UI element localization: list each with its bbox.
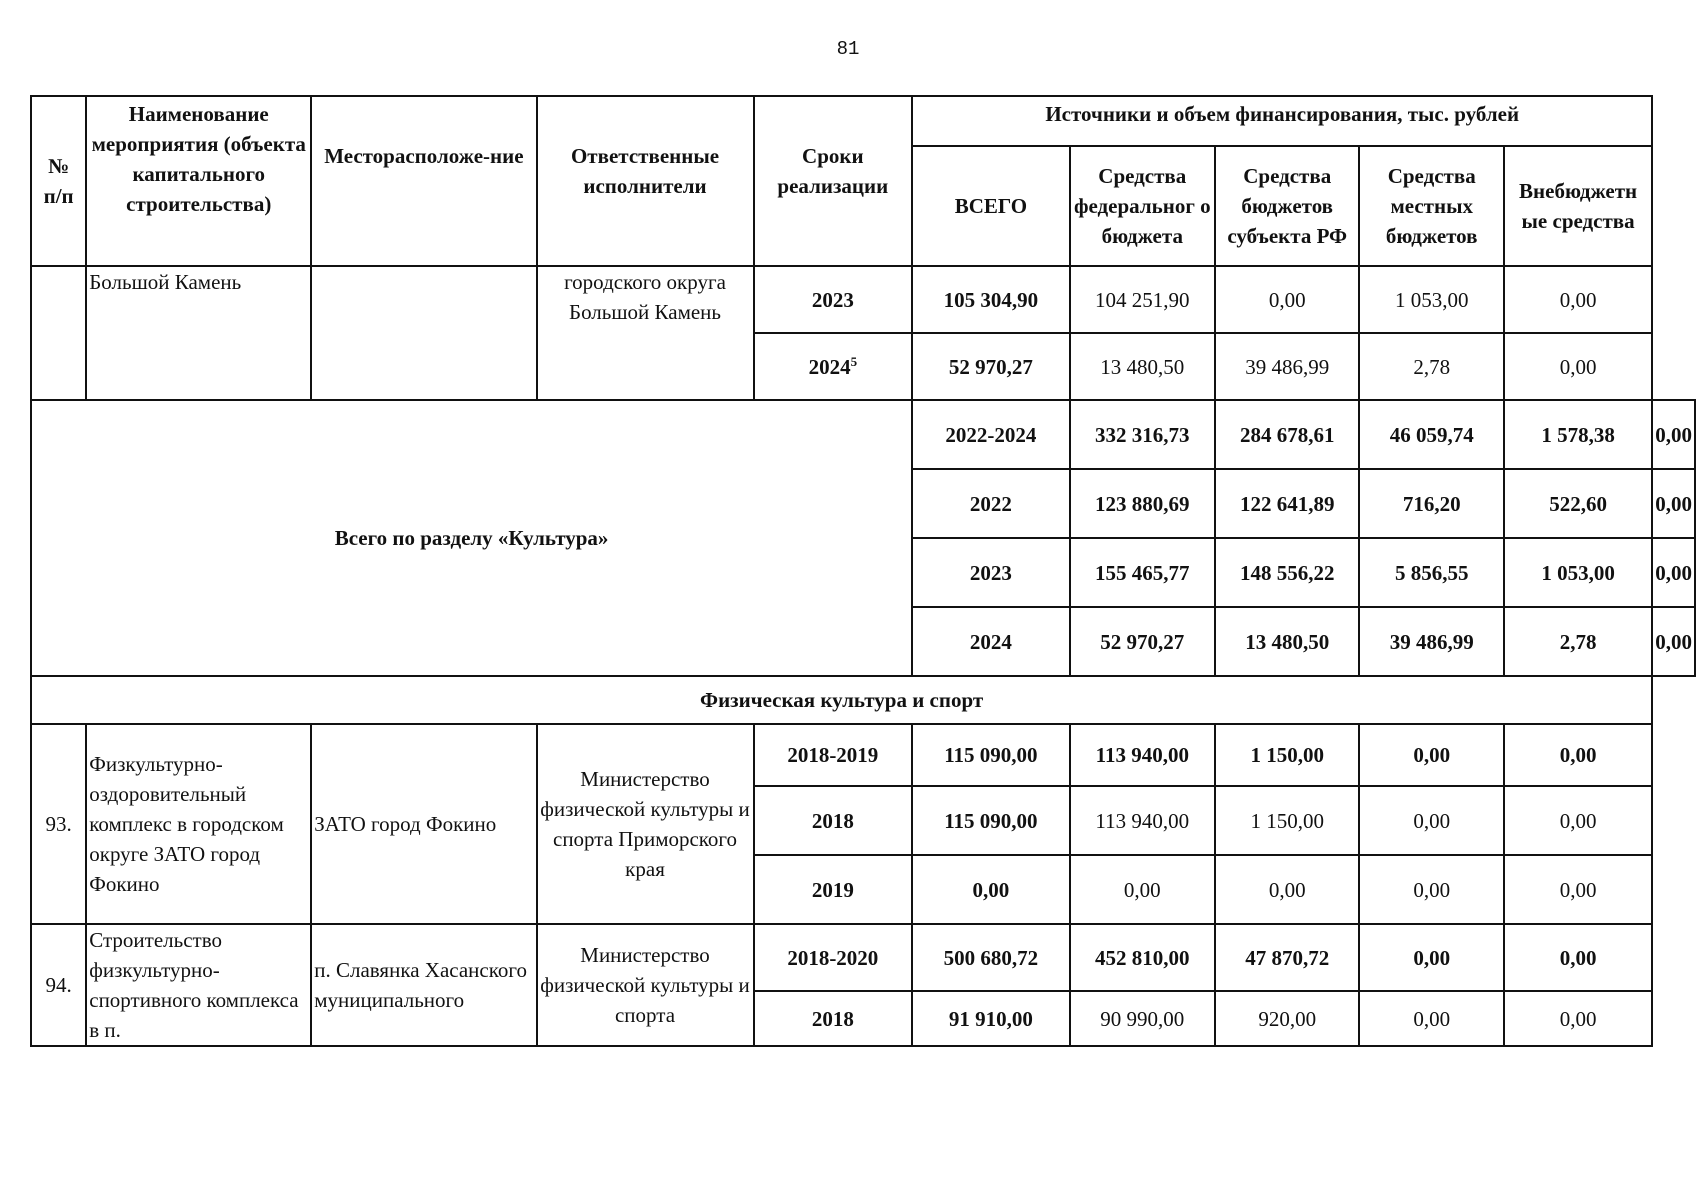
- total-cell: 105 304,90: [912, 266, 1069, 333]
- period-cell: 2023: [912, 538, 1069, 607]
- total-cell: 500 680,72: [912, 924, 1069, 991]
- item-responsible: Министерство физической культуры и спорта: [537, 924, 754, 1046]
- regional-cell: 46 059,74: [1359, 400, 1503, 469]
- federal-cell: 90 990,00: [1070, 991, 1215, 1046]
- period-cell: 2022: [912, 469, 1069, 538]
- regional-cell: 920,00: [1215, 991, 1359, 1046]
- local-cell: 1 578,38: [1504, 400, 1652, 469]
- period-cell: 2022-2024: [912, 400, 1069, 469]
- total-cell: 91 910,00: [912, 991, 1069, 1046]
- federal-cell: 104 251,90: [1070, 266, 1215, 333]
- federal-cell: 13 480,50: [1215, 607, 1359, 676]
- total-cell: 123 880,69: [1070, 469, 1215, 538]
- header-total: ВСЕГО: [912, 146, 1069, 266]
- regional-cell: 1 150,00: [1215, 724, 1359, 786]
- local-cell: 2,78: [1504, 607, 1652, 676]
- regional-cell: 39 486,99: [1359, 607, 1503, 676]
- item-location: п. Славянка Хасанского муниципального: [311, 924, 536, 1046]
- header-location: Месторасположе-ние: [311, 96, 536, 266]
- extra-cell: 0,00: [1652, 607, 1695, 676]
- header-regional: Средства бюджетов субъекта РФ: [1215, 146, 1359, 266]
- header-name: Наименование мероприятия (объекта капитального строительства): [86, 96, 311, 266]
- federal-cell: 13 480,50: [1070, 333, 1215, 400]
- period-cell: [754, 333, 913, 400]
- regional-cell: 5 856,55: [1359, 538, 1503, 607]
- item-num: 93.: [31, 724, 86, 924]
- total-cell: 332 316,73: [1070, 400, 1215, 469]
- period-cell: 2018-2020: [754, 924, 913, 991]
- cont-responsible: городского округа Большой Камень: [537, 266, 754, 400]
- header-extrabudget: Внебюджетн ые средства: [1504, 146, 1652, 266]
- extra-cell: 0,00: [1504, 266, 1652, 333]
- section-title: Физическая культура и спорт: [31, 676, 1652, 724]
- period-cell: 2018: [754, 991, 913, 1046]
- local-cell: 522,60: [1504, 469, 1652, 538]
- financing-table: [30, 95, 1696, 1047]
- regional-cell: 716,20: [1359, 469, 1503, 538]
- extra-cell: 0,00: [1504, 786, 1652, 855]
- extra-cell: 0,00: [1504, 724, 1652, 786]
- extra-cell: 0,00: [1652, 469, 1695, 538]
- culture-total-label: Всего по разделу «Культура»: [31, 400, 912, 676]
- extra-cell: 0,00: [1504, 855, 1652, 924]
- local-cell: 0,00: [1359, 724, 1503, 786]
- table-row: [31, 266, 1695, 333]
- period-year: 2024: [808, 354, 851, 379]
- local-cell: 0,00: [1359, 991, 1503, 1046]
- period-cell: 2018-2019: [754, 724, 913, 786]
- table-row: [31, 924, 1695, 991]
- period-cell: 2023: [754, 266, 913, 333]
- federal-cell: 113 940,00: [1070, 724, 1215, 786]
- extra-cell: 0,00: [1652, 538, 1695, 607]
- local-cell: 0,00: [1359, 786, 1503, 855]
- table-row: [31, 400, 1695, 469]
- item-num: 94.: [31, 924, 86, 1046]
- federal-cell: 0,00: [1070, 855, 1215, 924]
- regional-cell: 0,00: [1215, 855, 1359, 924]
- item-location: ЗАТО город Фокино: [311, 724, 536, 924]
- header-financing: Источники и объем финансирования, тыс. рублей: [912, 96, 1652, 146]
- period-cell: 2019: [754, 855, 913, 924]
- regional-cell: 1 150,00: [1215, 786, 1359, 855]
- local-cell: 2,78: [1359, 333, 1503, 400]
- federal-cell: 122 641,89: [1215, 469, 1359, 538]
- local-cell: 1 053,00: [1504, 538, 1652, 607]
- item-responsible: Министерство физической культуры и спорта Приморского края: [537, 724, 754, 924]
- header-federal: Средства федеральног о бюджета: [1070, 146, 1215, 266]
- header-local: Средства местных бюджетов: [1359, 146, 1503, 266]
- total-cell: 0,00: [912, 855, 1069, 924]
- total-cell: 115 090,00: [912, 786, 1069, 855]
- cont-name: Большой Камень: [86, 266, 311, 400]
- total-cell: 52 970,27: [1070, 607, 1215, 676]
- local-cell: 0,00: [1359, 924, 1503, 991]
- item-name: Физкультурно-оздоровительный комплекс в городском округе ЗАТО город Фокино: [86, 724, 311, 924]
- header-num: № п/п: [31, 96, 86, 266]
- total-cell: 115 090,00: [912, 724, 1069, 786]
- local-cell: 1 053,00: [1359, 266, 1503, 333]
- extra-cell: 0,00: [1652, 400, 1695, 469]
- header-responsible: Ответственные исполнители: [537, 96, 754, 266]
- period-cell: 2018: [754, 786, 913, 855]
- federal-cell: 284 678,61: [1215, 400, 1359, 469]
- extra-cell: 0,00: [1504, 333, 1652, 400]
- regional-cell: 0,00: [1215, 266, 1359, 333]
- federal-cell: 452 810,00: [1070, 924, 1215, 991]
- cont-location: [311, 266, 536, 400]
- federal-cell: 113 940,00: [1070, 786, 1215, 855]
- item-name: Строительство физкультурно-спортивного комплекса в п.: [86, 924, 311, 1046]
- footnote-mark: 5: [850, 353, 858, 369]
- cont-num: [31, 266, 86, 400]
- regional-cell: 39 486,99: [1215, 333, 1359, 400]
- period-cell: 2024: [912, 607, 1069, 676]
- page-number: 81: [836, 38, 860, 60]
- header-period: Сроки реализации: [754, 96, 913, 266]
- extra-cell: 0,00: [1504, 924, 1652, 991]
- total-cell: 52 970,27: [912, 333, 1069, 400]
- header-row-1: [31, 96, 1695, 146]
- local-cell: 0,00: [1359, 855, 1503, 924]
- federal-cell: 148 556,22: [1215, 538, 1359, 607]
- regional-cell: 47 870,72: [1215, 924, 1359, 991]
- total-cell: 155 465,77: [1070, 538, 1215, 607]
- table-row: [31, 724, 1695, 786]
- extra-cell: 0,00: [1504, 991, 1652, 1046]
- section-row: [31, 676, 1695, 724]
